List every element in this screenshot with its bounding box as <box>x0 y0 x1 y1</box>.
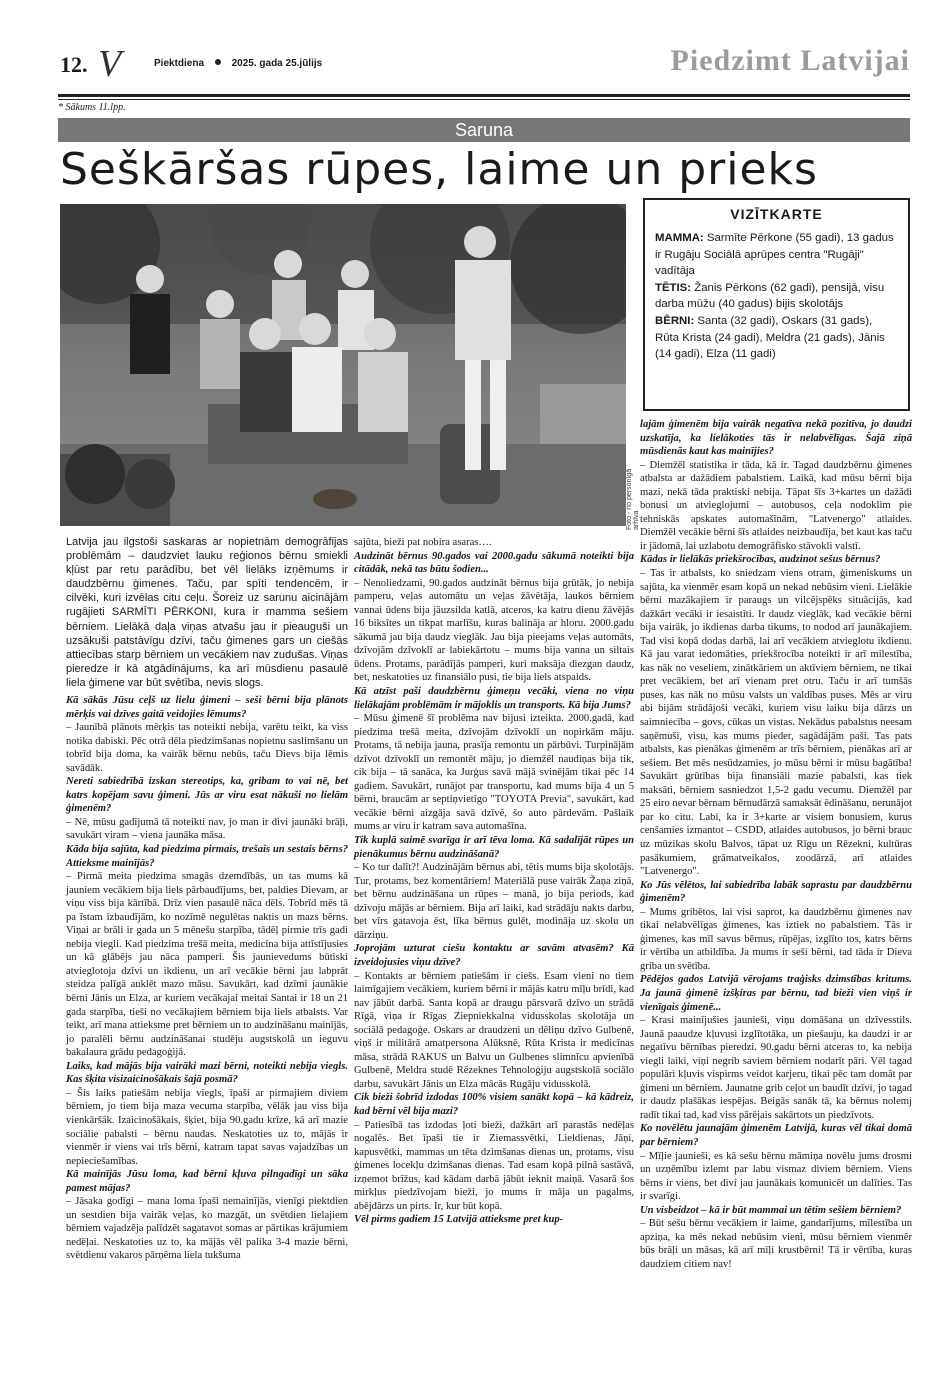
interview-answer: – Būt sešu bērnu vecākiem ir laime, gandarījums, mīlestība un apziņa, ka mēs nekad nebūsim vieni, mūsu bērniem vienmēr būs brāļi un māsas, kā arī mīļi krustbērni! Tā ir vērtība, kuras daudziem citiem nav! <box>640 1218 912 1270</box>
lead-paragraph: Latvija jau ilgstoši saskaras ar nopietnām demogrāfijas problēmām – daudzviet lauku reģionos bērnu smiekli kļūst par retu parādību, bet vēl lielāks izņēmums ir daudzbērnu ģimenes. Taču, par spīti tendencēm, ir cilvēki, kuri izvēlas citu ceļu. Šoreiz uz sarunu aicinājām rugājieti SARMĪTI PĒRKONI, kura ir mamma sešiem bērniem. Lielākā daļa viņas atvašu jau ir pieauguši un uzsākuši patstāvīgu dzīvi, taču ģimenes gars un ciešās attiecības starp bērniem un vecākiem nav zudušas. Viņas pieredze ir kā atgādinājums, ka arī mūsdienu pasaulē liela ģimene var būt svētība, nevis slogs. <box>66 536 348 689</box>
interview-question: Audzināt bērnus 90.gados vai 2000.gadu sākumā noteikti bija citādāk, nekā tas būtu šodien... <box>354 550 634 576</box>
interview-answer: – Mums gribētos, lai visi saprot, ka daudzbērnu ģimenes nav tikai nelabvēlīgas ģimenes, kas iztiek no pabalstiem. Tās ir ģimenes, kas mīl savus bērnus, rūpējas, izglīto tos, katrs bērns ir vērtība un atbildība. Ja mums ir seši bērni, tad tāda ir Dieva griba un svētība. <box>640 906 912 972</box>
interview-answer: – Nenoliedzami, 90.gados audzināt bērnus bija grūtāk, jo nebija pamperu, veļas automātu un veļas žāvētāja, laukos bērniem vannai ūdens bija jāuzsilda katlā, atceros, ka katru dienu žāvējās 16 biksītes un tikpat marlīšu, kuras balināja ar hloru. 2000.gadu sākumā jau bija daudz vieglāk. Jau bija pieejams veļas automāts, dzīvojām dzīvoklī ar labiekārtotu – mums bija vanna un siltais ūdens. Protams, parādījās pamperi, kuri maksāja diezgan daudz, bet, neskatoties uz finansiālo pusi, tie bija liels atspaids. <box>354 577 634 684</box>
interview-question: Vēl pirms gadiem 15 Latvijā attieksme pret kup- <box>354 1214 564 1226</box>
card-mother <box>655 230 898 280</box>
interview-question: Kā atzīst paši daudzbērnu ģimeņu vecāki, viena no viņu lielākajām problēmām ir mājoklis un transports. Kā bija Jums? <box>354 686 634 711</box>
card-father <box>655 280 898 313</box>
interview-answer: – Jāsaka godīgi – mana loma īpaši nemainījās, vienīgi piektdien un sestdien bija vairāk veļas, ko mazgāt, un svētdien lielajiem bērniem vajadzēja palīdzēt sagatavot somas ar pārtikas krājumiem nedēļai. Neskatoties uz to, ka mājās vēl palika 3-4 mazie bērni, svētdienu vakaros pārņēma liela tukšuma <box>66 1196 348 1262</box>
interview-question: Kā mainījās Jūsu loma, kad bērni kļuva pilngadīgi un sāka pamest mājas? <box>66 1169 348 1194</box>
header-rule-thin <box>58 99 910 100</box>
interview-question: Nereti sabiedrībā izskan stereotips, ka, gribam to vai nē, bet katrs kopējam savu ģimeni. Jūs ar viru esat nākuši no lielām ģimenēm? <box>66 776 348 815</box>
interview-question: Cik bieži šobrīd izdodas 100% visiem sanākt kopā – kā kādreiz, kad bērni vēl bija mazi? <box>354 1092 634 1117</box>
interview-answer: – Nē, mūsu gadījumā tā noteikti nav, jo man ir divi jaunāki brāļi, savukārt viram – viena jaunāka māsa. <box>66 816 348 842</box>
card-title: VIZĪTKARTE <box>730 206 823 222</box>
card-children <box>655 313 898 363</box>
interview-question: Kā sākās Jūsu ceļš uz lielu ģimeni – seši bērni bija plānots mērķis vai dzīves gaitā veidojies lēmums? <box>66 695 348 720</box>
interview-answer: – Tas ir atbalsts, ko sniedzam viens otram, ģimeniskums un sajūta, ka vienmēr esam kopā un nekad nebūsim vieni. Lielākie bērni mazākajiem ir paraugs un vilcējspēks situācijās, kad dažkārt vecāki ir iesaistīti. Ir daudz vieglāk, kad vecākie bērni bija vairāk, jo ikdienas darba tikums, to nodod arī jaunākajiem. Tad visi kopā dodas darbā, lai arī vecākiem atvieglotu ikdienu. Kā jau varat iedomāties, priekšrocība noteikti ir arī milestība, kas nāk no veseliem, zinātkāriem un aktīviem bērniem, ne tikai pret vecākiem, bet arī vienam pret otru. Taču ir arī tumšās puses, kas nāk no mūsu valsts un valdības puses. Mēs ar viru abi bijām strādājoši vecāki, kuriem visu laiku bija dārzs un saimniecība – govs, cūkas un vistas. Nekādus pabalstus neesam saņēmuši, visu, kas mums pieder, sagādājām paši. Tas pats atbalsts, kas pienākas ģimenēm ar trīs bērniem, pienākas arī ar sešiem. Bet mēs nesūdzamies, jo mūsu bērni ir mūsu bagātība! Savukārt grūtības bija finansiāli mazie pabalsti, kas tiek maksāti, bērniem sasniedzot 1,5-2 gadu vecumu. Diemžēl par 25 eiro nevar bērnam bērnudārzā samaksāt ēdināšanu, nerunājot par ko citu. Labi, ka ir 3+karte ar visiem bonusiem, kurus cenšamies izmantot – CSDD, atlaides autobusos, jo bērni brauc uz mūzikas skolu Balvos, tāpat uz Rīgu un Rēzekni, kultūras pasākumiem, grāmatveikalos, zoodārzā, arī atlaides "Latvenergo". <box>640 568 912 878</box>
interview-answer: – Jaunībā plānots mērķis tas noteikti nebija, varētu teikt, ka viss notika dabiski. Pēc otrā dēla piedzimšanas nopietnu saslimšanu un tobrīd bija doma, ka vairāk bērnu nebūs, taču Dievs bija lēmis savādāk. <box>66 722 348 774</box>
interview-question: Pēdējos gados Latvijā vērojams traģisks dzimstības kritums. Ja jaunā ģimenē izšķiras par bērnu, tad bieži vien viņš ir vienīgais ģimenē... <box>640 974 912 1013</box>
article-column-2 <box>354 536 634 1227</box>
weekday: Piektdiena <box>154 58 205 69</box>
section-title: Piedzimt Latvijai <box>670 44 910 77</box>
interview-answer: – Mīļie jaunieši, es kā sešu bērnu māmiņa novēlu jums drosmi un uzņēmību izlemt par labu vismaz diviem bērniem. Viens bērns ir viens, bet divi jau jaunākais komunicēt un dalīties. Tas ir svarīgi. <box>640 1150 912 1203</box>
newspaper-logo: V <box>98 43 122 85</box>
family-photo-image <box>60 204 626 526</box>
interview-answer: – Krasi mainījušies jaunieši, viņu domāšana un dzīvesstils. Jaunā paaudze kļuvusi izglītotāka, un piešauju, ka daudzi ir ar negatīvu bērnības pieredzi. 90.gadu bērni atceras to, ka nebija viegli laiki, viņi negrib saviem bērniem nodarīt pāri. Vēl tagad populāri kļuvis vispirms veidot karjeru, tikai pēc tam domāt par ģimeni un bērniem. Jaunatne grib ceļot un baudīt dzīvi, jo tagad ir daudz plašākas iespējas. Beigās sanāk tā, ka bērnus nolemj radīt tikai tad, kad viss pārējais sakārtots un piedzīvots. <box>640 1015 912 1121</box>
interview-answer: – Ko tur dalīt?! Audzinājām bērnus abi, tētis mums bija skolotājs. Tur, protams, bez komentāriem! Materiālā puse vairāk Žaņa ziņā, bet bērnu audzināšana un rūpes – manā, jo bija periods, kad dzīvoju mājās ar bērniem. Bija arī laiki, kad strādāju nakts darbu, bet vīrs gatavoja ēst, līka bērnus gulēt, modināja uz skolu un dārziņu. <box>354 862 634 941</box>
mother-label: MAMMA: <box>655 232 704 244</box>
headline: Seškāršas rūpes, laime un prieks <box>60 144 818 195</box>
interview-question: Kādas ir lielākās priekšrocības, audzinot sešus bērnus? <box>640 554 881 566</box>
father-label: TĒTIS: <box>655 281 692 294</box>
interview-question: lajām ģimenēm bija vairāk negatīva nekā pozitīva, jo daudzi uzskatīja, ka lielākoties tās ir nelabvēlīgas. Šajā ziņā mūsdienās kaut kas mainījies? <box>640 419 912 458</box>
interview-answer: – Mūsu ģimenē šī problēma nav bijusi izteikta. 2000.gadā, kad piedzima trešā meita, dzīvojām dzīvoklī un nopirkām māju. Protams, tā nebija jauna, prasīja remontu un pārbūvi. Turpinājām dzīvot dzīvoklī un remontēt māju, jo diemžēl naudiņas bija tik, cik bija – tā sanāca, ka Jurģus savā mājā svinējām tikai pēc 14 gadiem. Savukārt, runājot par transportu, kad mums bija 4 un 5 bērni, braucām ar septiņvietīgo "TOYOTA Previa", savukārt, kad vecākie bērni aizgāja savā dzīvē, šo auto pārdevām. Pašlaik mums ar viru ir katram sava automašīna. <box>354 713 634 833</box>
article-column-3 <box>640 418 912 1271</box>
bullet-icon <box>215 59 221 65</box>
photo-credit: Foto - no personīgā arhīva <box>626 468 640 530</box>
rubric-bar: Saruna <box>58 118 910 142</box>
interview-answer: – Patiesībā tas izdodas ļoti bieži, dažkārt arī parastās nedēļas nogalēs. Bet īpaši tie ir Ziemassvētki, Lieldienas, Jāņi, kapusvētki, mammas un tēta dzimšanas dienas un, protams, visu ģimenes locekļu dzimšanas dienas. Tad esam kopā pilnā sastāvā, izņemot brīžus, kad kādam darbā jābūt ieknit maiņā. Vasarā šos mirkļus piedzīvojam bieži, jo mums ir māja un pagalms, abējdārzs un pirts. Ir, kur būt kopā. <box>354 1119 634 1212</box>
interview-answer: – Šis laiks patiešām nebija viegls, īpaši ar pirmajiem diviem bērniem, jo tiem bija maza vecuma starpība, vēlāk jau viss bija vienkāršāk. Izaicinošākais, šķiet, bija 90.gadu krīze, kā arī mazie sociālie pabalsti – bērnu naudas. Neskatoties uz to, mājās ir vienmēr ir viens vai trīs bērni, katram tapat savas vajadzības un nepieciešamības. <box>66 1087 348 1167</box>
children-text: Santa (32 gadi), Oskars (31 gads), Rūta Krista (24 gadi), Meldra (21 gads), Jānis (14 gadi), Elza (11 gadi) <box>655 314 885 361</box>
interview-answer: – Diemžēl statistika ir tāda, kā ir. Tagad daudzbērnu ģimenes atbalsta ar dažādiem pabalstiem. Laikā, kad mūsu bērni bija mazi, nekā tāda praktiski nebija. Tāpat šīs 3+kartes un dažādi bonusi un atvieglojumi – autobusos, ceļa nodoklim pie tehniskās apskates automašīnām, "Latvenergo" atlaides. Diemžēl vecākie bērni šīs atlaides neizbaudīja, bet kaut kas taču ir jādomā, lai uzlabotu demogrāfisko stāvokli valstī. <box>640 459 912 552</box>
date: 2025. gada 25.jūlijs <box>231 58 323 69</box>
interview-question: Joprojām uzturat ciešu kontaktu ar savām atvasēm? Kā izveidojusies viņu dzīve? <box>354 943 634 968</box>
interview-question: Ko novēlētu jaunajām ģimenēm Latvijā, kuras vēl tikai domā par bērniem? <box>640 1123 912 1148</box>
children-label: BĒRNI: <box>655 314 695 327</box>
interview-question: Un visbeidzot – kā ir būt mammai un tētim sešiem bērniem? <box>640 1204 902 1216</box>
page-number: 12. <box>60 52 88 77</box>
interview-answer: sajūta, bieži pat nobira asaras…. <box>354 537 492 548</box>
interview-question: Ko Jūs vēlētos, lai sabiedrība labāk saprastu par daudzbērnu ģimenēm? <box>640 879 912 905</box>
continued-from: * Sākums 11.lpp. <box>58 102 126 113</box>
father-text: Žanis Pērkons (62 gadi), pensijā, visu darba mūžu (40 gadus) bijis skolotājs <box>655 281 885 311</box>
interview-answer: – Pirmā meita piedzima smagās dzemdībās, un tas mums kā jauniem vecākiem bija liels pārbaudījums, bet, paldies Dievam, ar viņu viss bija kārtībā. Drīz vien pasaulē nāca dēls. Tobrīd mēs tā pa īstam izbaudījām, ko nozīmē negulētas naktis un mazs bērns. Viņai ar brāli ir gada un 5 mēnešu starpība, tādēļ pirmie trīs gadi nebija viegli. Kad piedzima trešā meita, medicīna bija attīstījusies un kā glābējs jau nāca pamperi. Šis jaunievedums būtiski atvieglotoja dzīvi un ikdienu, un arī vecākie bērni jau labprāt steidza palīgā auklēt mazo māsu. Savukārt, kad dzīmi jaunākie bērni Jānis un Elza, ar kuriem vecākajai meitai Santai ir 18 un 21 gada starpība, tieši no vecākajiem bērniem bija liels atbalsts. Var teikt, arī mana attieksme pret bērniem un to audzināšanu mainījās, jo paralēli bērnu audzināšanai studēju augstskolā un ieguvu bakalaura grādu pedagoģijā. <box>66 871 348 1059</box>
issue-date <box>154 58 322 69</box>
interview-question: Kāda bija sajūta, kad piedzima pirmais, trešais un sestais bērns? Attieksme mainījās? <box>66 844 348 869</box>
interview-question: Tik kuplā saimē svarīga ir arī tēva loma. Kā sadalījāt rūpes un pienākumus bērnu audzināšanā? <box>354 835 634 860</box>
mother-text: Sarmīte Pērkone (55 gadi), 13 gadus ir Rugāju Sociālā aprūpes centra "Rugāji" vadītāja <box>655 232 894 278</box>
interview-question: Laiks, kad mājās bija vairāki mazi bērni, noteikti nebija viegls. Kas šķita visizaicinošākais šajā posmā? <box>66 1060 348 1086</box>
article-column-1 <box>66 694 348 1263</box>
business-card <box>643 198 910 411</box>
page-header <box>58 38 910 94</box>
family-photo <box>60 204 626 526</box>
header-rule <box>58 94 910 97</box>
interview-answer: – Kontakts ar bērniem patiešām ir ciešs. Esam vieni no tiem laimīgajiem vecākiem, kuriem bērni ir mājās katru mīļu brīdi, kad nav jābūt darbā. Santa kopā ar draugu pārsvarā dzīvo un strādā Rīgā, viņa ir Rīgas Ziepniekkalna vidusskolas skolotāja un sociālā pedagoģe. Oskars ar draudzeni un dēliņu dzīvo Gulbenē, viņš ir militārā amatpersona Alūksnē, Rūta Krista ir medicīnas māsa, strādā RAKUS un Balvu un Gulbenes slimnīcu apvienībā Gulbenē, Meldra studē Rēzeknes Tehnoloģiju augstskolā sociālo darbu, savukārt Jānis un Elza mācās Rugāju vidusskolā. <box>354 970 634 1090</box>
